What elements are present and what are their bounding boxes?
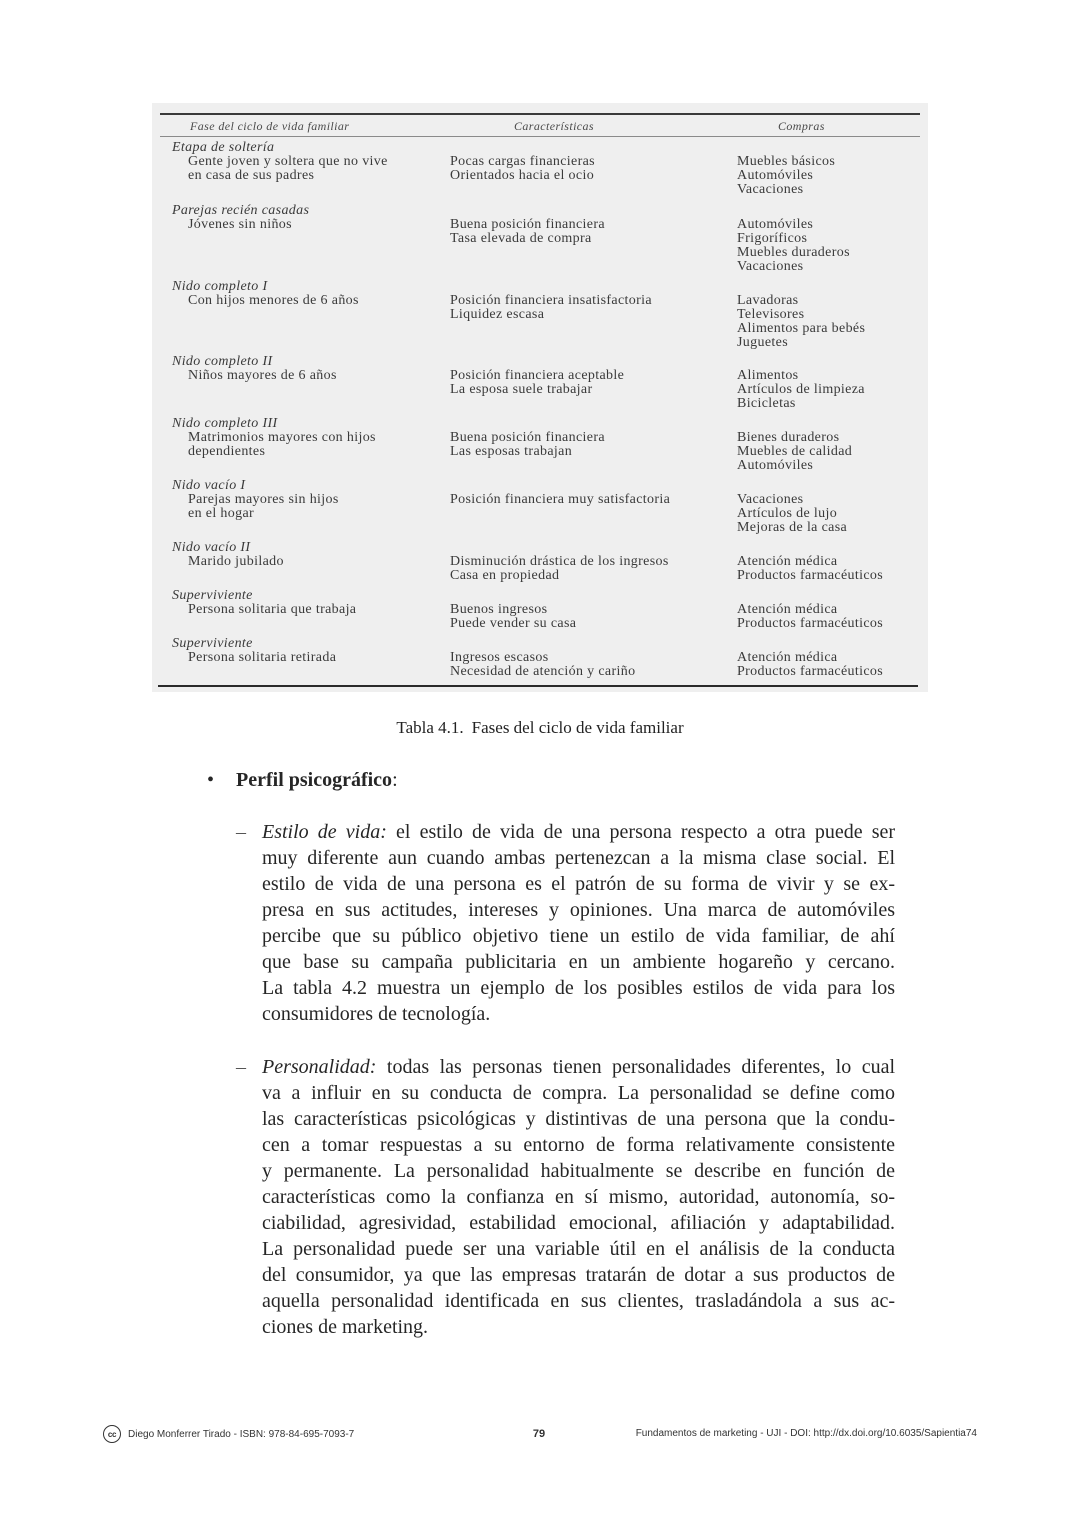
purchases-line: Bienes duraderos xyxy=(737,430,840,445)
phase-cell xyxy=(172,280,359,308)
phase-description-line: en el hogar xyxy=(188,506,255,521)
table-header-purchases: Compras xyxy=(778,119,825,133)
paragraph-line: consumidores de tecnología. xyxy=(262,1003,491,1025)
paragraph xyxy=(262,819,895,1027)
phase-name: Nido completo I xyxy=(172,279,268,294)
phase-name: Nido vacío I xyxy=(172,478,246,493)
phase-name: Superviviente xyxy=(172,636,253,651)
phase-description-line: en casa de sus padres xyxy=(188,168,315,183)
characteristics-cell xyxy=(450,603,576,631)
characteristics-line: Necesidad de atención y cariño xyxy=(450,664,636,679)
phase-name: Superviviente xyxy=(172,588,253,603)
characteristics-cell xyxy=(450,369,624,397)
paragraph-line: presa en sus actitudes, intereses y opiniones. Una marca de automóviles xyxy=(262,899,895,921)
purchases-line: Alimentos para bebés xyxy=(737,321,866,336)
characteristics-line: Posición financiera aceptable xyxy=(450,368,625,383)
phase-cell xyxy=(172,541,284,569)
phase-description-line: Con hijos menores de 6 años xyxy=(188,293,359,308)
phase-cell xyxy=(172,417,376,459)
paragraph-line: va a influir en su conducta de compra. La personalidad se define como xyxy=(262,1082,895,1104)
characteristics-line: Liquidez escasa xyxy=(450,307,545,322)
purchases-line: Bicicletas xyxy=(737,396,796,411)
section-heading xyxy=(236,767,398,793)
characteristics-cell xyxy=(450,555,669,583)
purchases-cell xyxy=(737,294,865,350)
paragraph-line xyxy=(262,819,895,845)
dash-marker: – xyxy=(236,1056,246,1078)
phase-cell xyxy=(172,355,337,383)
table-header-characteristics: Características xyxy=(514,119,594,133)
phase-description-line: Matrimonios mayores con hijos xyxy=(188,430,376,445)
purchases-line: Artículos de lujo xyxy=(737,506,838,521)
phase-cell xyxy=(172,141,388,183)
paragraph-line: percibe que su público objetivo tiene un estilo de vida familiar, de ahí xyxy=(262,925,895,947)
characteristics-line: Disminución drástica de los ingresos xyxy=(450,554,669,569)
table-bottom-rule xyxy=(158,685,918,687)
page-number: 79 xyxy=(532,1428,546,1440)
table-row xyxy=(152,355,928,415)
purchases-line: Atención médica xyxy=(737,554,838,569)
characteristics-line: Posición financiera insatisfactoria xyxy=(450,293,652,308)
characteristics-line: Posición financiera muy satisfactoria xyxy=(450,492,671,507)
table-row xyxy=(152,141,928,201)
family-life-cycle-table xyxy=(152,103,928,692)
phase-description-line: Parejas mayores sin hijos xyxy=(188,492,339,507)
purchases-line: Frigoríficos xyxy=(737,231,808,246)
table-row xyxy=(152,203,928,274)
phase-name: Etapa de soltería xyxy=(172,140,275,155)
table-row xyxy=(152,479,928,539)
table-header-phase: Fase del ciclo de vida familiar xyxy=(190,119,350,133)
purchases-cell xyxy=(737,218,850,274)
paragraph-line-text: todas las personas tienen personalidades diferentes, lo cual xyxy=(386,1056,896,1078)
phase-name: Nido completo II xyxy=(172,354,273,369)
phase-cell xyxy=(172,204,309,232)
purchases-cell xyxy=(737,369,865,411)
purchases-cell xyxy=(737,603,883,631)
paragraph-line: del consumidor, ya que las empresas tratarán de dotar a sus productos de xyxy=(262,1264,895,1286)
purchases-line: Televisores xyxy=(737,307,805,322)
phase-name: Nido vacío II xyxy=(172,540,251,555)
characteristics-line: Buena posición financiera xyxy=(450,430,605,445)
characteristics-line: La esposa suele trabajar xyxy=(450,382,593,397)
characteristics-cell xyxy=(450,155,595,183)
purchases-line: Mejoras de la casa xyxy=(737,520,848,535)
purchases-line: Automóviles xyxy=(737,458,814,473)
phase-description-line: Niños mayores de 6 años xyxy=(188,368,337,383)
term-label: Estilo de vida: xyxy=(262,821,387,843)
purchases-line: Vacaciones xyxy=(737,492,804,507)
characteristics-line: Pocas cargas financieras xyxy=(450,154,595,169)
characteristics-cell xyxy=(450,294,652,322)
characteristics-line: Tasa elevada de compra xyxy=(450,231,592,246)
purchases-line: Lavadoras xyxy=(737,293,799,308)
characteristics-line: Ingresos escasos xyxy=(450,650,549,665)
paragraph-line: estilo de vida de una persona es el patrón de su forma de vivir y se ex- xyxy=(262,873,895,895)
characteristics-line: Buena posición financiera xyxy=(450,217,605,232)
bullet-marker: • xyxy=(207,769,215,791)
phase-description-line: Persona solitaria retirada xyxy=(188,650,337,665)
paragraph-line: características como la confianza en sí mismo, autoridad, autonomía, so- xyxy=(262,1186,895,1208)
purchases-line: Muebles de calidad xyxy=(737,444,853,459)
caption-title: Fases del ciclo de vida familiar xyxy=(471,718,684,737)
purchases-line: Automóviles xyxy=(737,217,814,232)
footer-author xyxy=(103,1424,354,1444)
table-row xyxy=(152,417,928,477)
paragraph-line-text: el estilo de vida de una persona respecto a otra puede ser xyxy=(396,821,896,843)
purchases-cell xyxy=(737,155,835,197)
phase-cell xyxy=(172,589,356,617)
paragraph-line: La personalidad puede ser una variable útil en el análisis de la conducta xyxy=(262,1238,895,1260)
phase-name: Parejas recién casadas xyxy=(172,203,310,218)
paragraph-line xyxy=(262,1054,895,1080)
table-row xyxy=(152,637,928,697)
paragraph-line: que base su campaña publicitaria en un ambiente hogareño y cercano. xyxy=(262,951,895,973)
purchases-line: Automóviles xyxy=(737,168,814,183)
characteristics-line: Las esposas trabajan xyxy=(450,444,573,459)
paragraph-line: ciones de marketing. xyxy=(262,1316,429,1338)
paragraph-line: y permanente. La personalidad habitualmente se describe en función de xyxy=(262,1160,895,1182)
phase-description-line: Marido jubilado xyxy=(188,554,284,569)
characteristics-line: Buenos ingresos xyxy=(450,602,548,617)
purchases-line: Vacaciones xyxy=(737,259,804,274)
characteristics-line: Orientados hacia el ocio xyxy=(450,168,595,183)
purchases-line: Alimentos xyxy=(737,368,799,383)
section-heading-text: Perfil psicográfico xyxy=(236,769,393,791)
footer-book-info: Fundamentos de marketing - UJI - DOI: http://dx.doi.org/10.6035/Sapientia74 xyxy=(635,1428,977,1439)
phase-name: Nido completo III xyxy=(172,416,278,431)
purchases-line: Juguetes xyxy=(737,335,789,350)
section-heading-colon: : xyxy=(392,769,398,791)
term-label: Personalidad: xyxy=(262,1056,377,1078)
purchases-cell xyxy=(737,431,852,473)
phase-description-line: dependientes xyxy=(188,444,266,459)
phase-description-line: Persona solitaria que trabaja xyxy=(188,602,357,617)
purchases-cell xyxy=(737,493,847,535)
phase-cell xyxy=(172,637,336,665)
table-row xyxy=(152,279,928,350)
dash-marker: – xyxy=(236,821,246,843)
caption-label: Tabla 4.1. xyxy=(396,718,464,737)
purchases-line: Muebles básicos xyxy=(737,154,836,169)
paragraph-line: muy diferente aun cuando ambas pertenezcan a la misma clase social. El xyxy=(262,847,895,869)
purchases-line: Atención médica xyxy=(737,602,838,617)
purchases-line: Productos farmacéuticos xyxy=(737,664,884,679)
creative-commons-icon: cc xyxy=(103,1425,121,1443)
phase-description-line: Jóvenes sin niños xyxy=(188,217,292,232)
purchases-cell xyxy=(737,651,883,679)
purchases-line: Artículos de limpieza xyxy=(737,382,865,397)
purchases-line: Muebles duraderos xyxy=(737,245,850,260)
paragraph-line: ciabilidad, agresividad, estabilidad emocional, afiliación y adaptabilidad. xyxy=(262,1212,895,1234)
characteristics-line: Puede vender su casa xyxy=(450,616,577,631)
characteristics-line: Casa en propiedad xyxy=(450,568,560,583)
paragraph xyxy=(262,1054,895,1340)
footer-author-text: Diego Monferrer Tirado - ISBN: 978-84-695-7093-7 xyxy=(128,1428,355,1440)
table-top-rule xyxy=(160,113,920,115)
paragraph-line: las características psicológicas y distintivas de una persona que la condu- xyxy=(262,1108,895,1130)
paragraph-line: aquella personalidad identificada en sus clientes, trasladándola a sus ac- xyxy=(262,1290,895,1312)
characteristics-cell xyxy=(450,218,605,246)
purchases-line: Productos farmacéuticos xyxy=(737,616,884,631)
table-header-rule xyxy=(160,136,920,137)
paragraph-line: La tabla 4.2 muestra un ejemplo de los posibles estilos de vida para los xyxy=(262,977,895,999)
paragraph-line: cen a tomar respuestas a su entorno de forma relativamente consistente xyxy=(262,1134,895,1156)
purchases-cell xyxy=(737,555,883,583)
purchases-line: Productos farmacéuticos xyxy=(737,568,884,583)
characteristics-cell xyxy=(450,651,635,679)
table-caption xyxy=(0,718,1080,738)
phase-description-line: Gente joven y soltera que no vive xyxy=(188,154,388,169)
purchases-line: Vacaciones xyxy=(737,182,804,197)
phase-cell xyxy=(172,479,339,521)
characteristics-cell xyxy=(450,431,605,459)
purchases-line: Atención médica xyxy=(737,650,838,665)
characteristics-cell xyxy=(450,493,670,507)
